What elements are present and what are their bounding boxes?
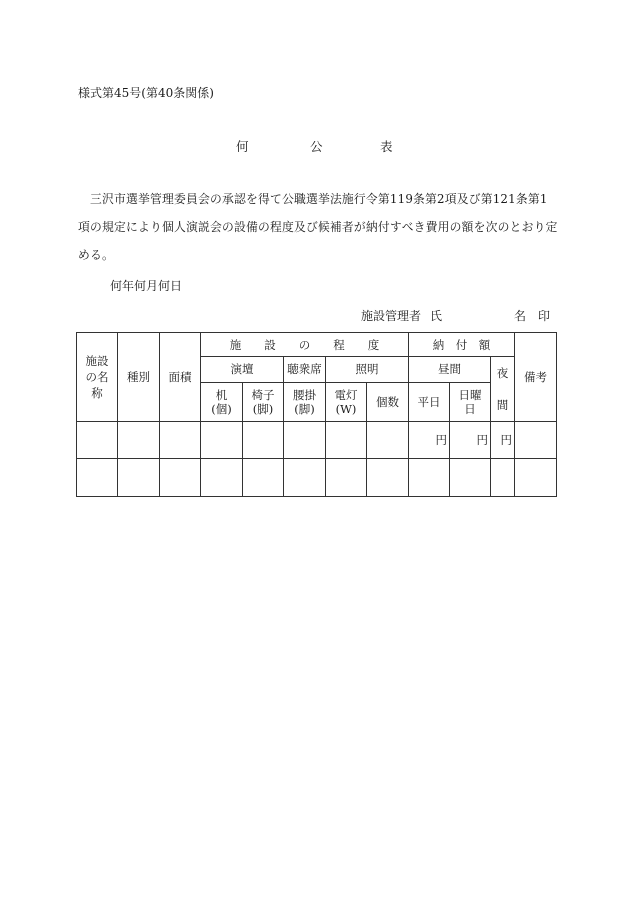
cell <box>367 459 409 497</box>
header-count: 個数 <box>367 382 409 421</box>
title-char-1: 何 <box>236 139 249 154</box>
cell <box>367 422 409 459</box>
cell <box>491 459 515 497</box>
fee-table <box>76 332 557 497</box>
cell <box>160 459 201 497</box>
cell <box>118 459 160 497</box>
cell <box>201 459 243 497</box>
cell <box>284 422 326 459</box>
signature-label: 施設管理者 <box>361 309 422 323</box>
cell <box>77 422 118 459</box>
signature-name-char-1: 氏 <box>430 309 443 323</box>
header-facility-level: 施 設 の 程 度 <box>201 333 409 357</box>
header-audience: 聴衆席 <box>284 357 326 383</box>
cell <box>77 459 118 497</box>
table-row <box>77 459 557 497</box>
header-desk: 机(個) <box>201 382 243 421</box>
cell <box>515 422 557 459</box>
table-row <box>77 422 557 459</box>
header-daytime: 昼間 <box>409 357 491 383</box>
title-char-3: 表 <box>380 139 393 154</box>
header-chair: 椅子(脚) <box>243 382 284 421</box>
header-lighting: 照明 <box>326 357 409 383</box>
header-remarks: 備考 <box>515 333 557 422</box>
cell <box>243 459 284 497</box>
header-fee: 納 付 額 <box>409 333 515 357</box>
title-char-2: 公 <box>310 139 323 154</box>
yen-sunday: 円 <box>450 422 491 459</box>
cell <box>326 422 367 459</box>
cell <box>284 459 326 497</box>
header-area: 面積 <box>160 333 201 422</box>
signature-name-char-2: 名 <box>514 309 527 323</box>
date-line: 何年何月何日 <box>110 279 183 293</box>
header-bulb: 電灯(W) <box>326 382 367 421</box>
header-sunday: 日曜日 <box>450 382 491 421</box>
yen-weekday: 円 <box>409 422 450 459</box>
header-weekday: 平日 <box>409 382 450 421</box>
cell <box>118 422 160 459</box>
header-type: 種別 <box>118 333 160 422</box>
body-paragraph: 三沢市選挙管理委員会の承認を得て公職選挙法施行令第119条第2項及び第121条第1項の規定により個人演説会の設備の程度及び候補者が納付すべき費用の額を次のとおり定める。 <box>78 192 558 262</box>
cell <box>243 422 284 459</box>
yen-night: 円 <box>491 422 515 459</box>
header-night: 夜間 <box>491 357 515 422</box>
cell <box>515 459 557 497</box>
cell <box>326 459 367 497</box>
header-stage: 演壇 <box>201 357 284 383</box>
header-facility-name: 施設の名称 <box>77 333 118 422</box>
cell <box>160 422 201 459</box>
signature-seal: 印 <box>538 309 551 323</box>
cell <box>201 422 243 459</box>
cell <box>450 459 491 497</box>
cell <box>409 459 450 497</box>
form-number: 様式第45号(第40条関係) <box>78 86 214 100</box>
header-seat: 腰掛(脚) <box>284 382 326 421</box>
